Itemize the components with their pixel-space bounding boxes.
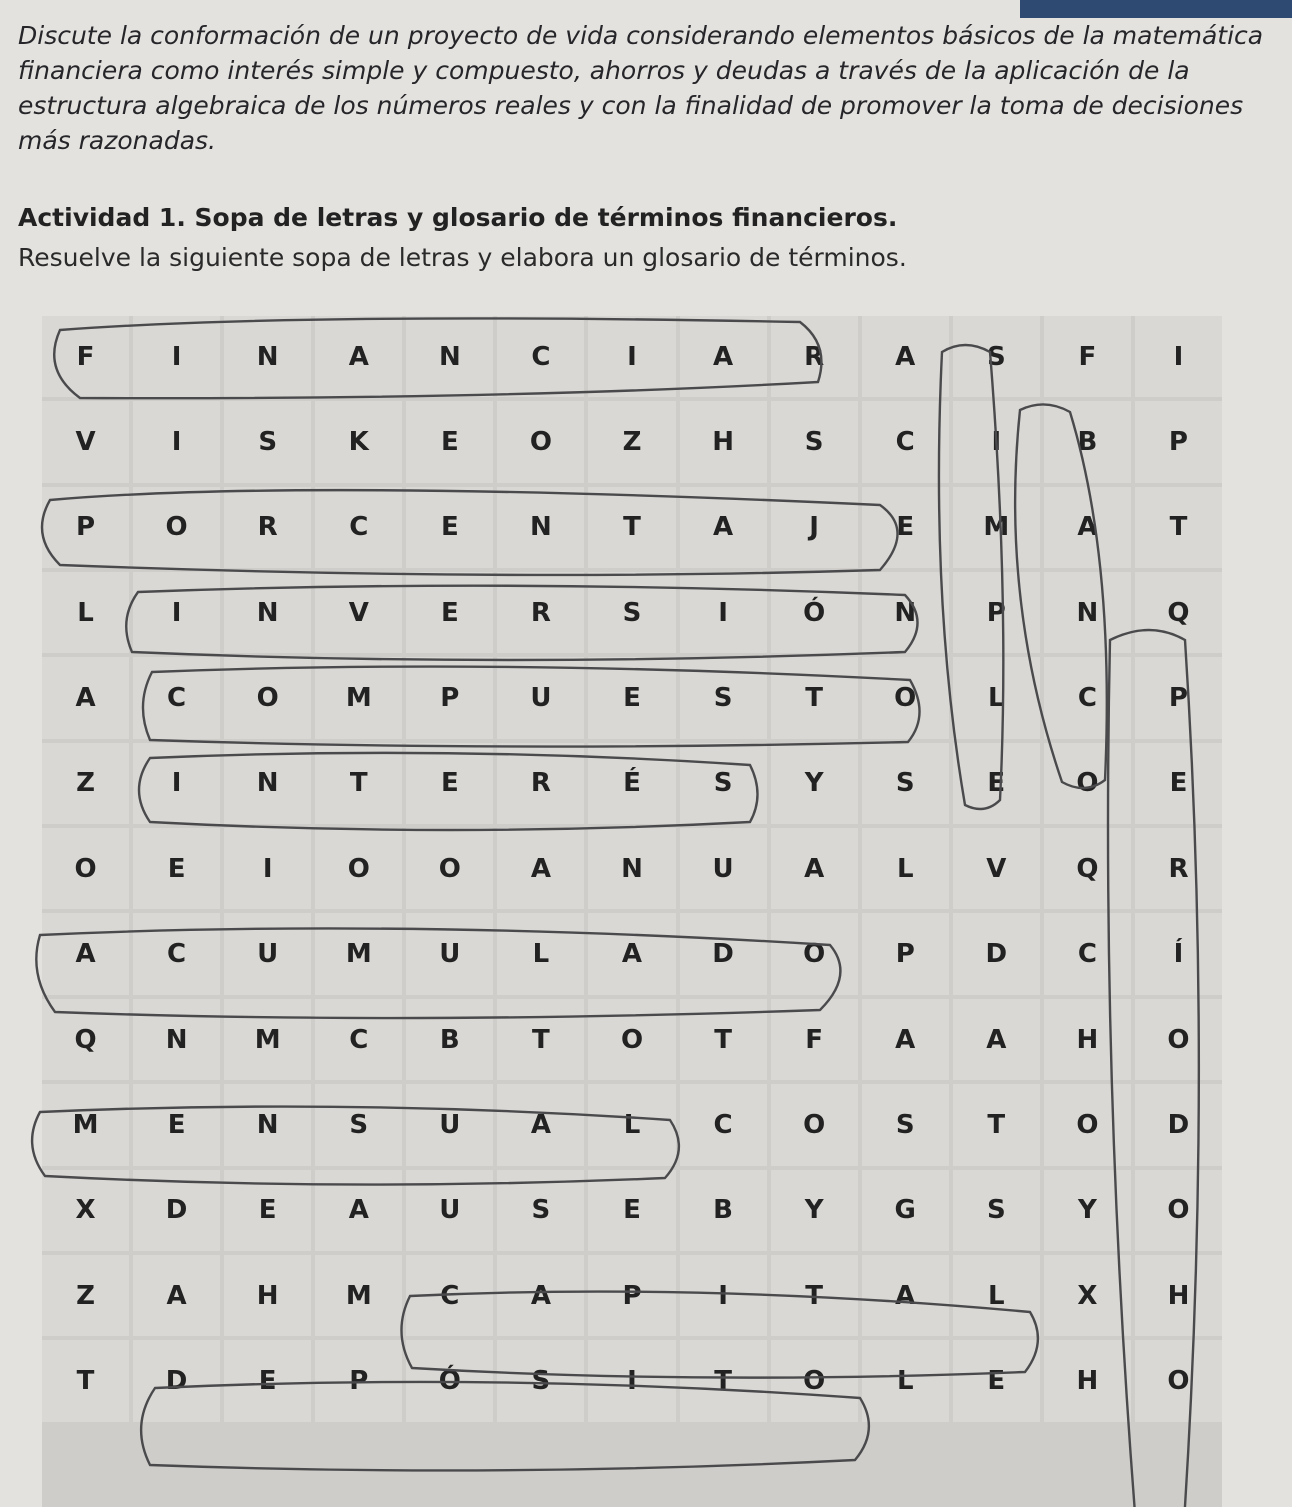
grid-cell: M <box>953 487 1040 568</box>
grid-cell: X <box>1044 1255 1131 1336</box>
grid-cell: O <box>1135 1340 1222 1421</box>
grid-cell: E <box>406 743 493 824</box>
grid-cell: S <box>862 743 949 824</box>
grid-cell: L <box>862 1340 949 1421</box>
grid-cell: C <box>680 1084 767 1165</box>
intro-paragraph: Discute la conformación de un proyecto de vida considerando elementos básicos de la matemática financiera como interés simple y compuesto, ahorros y deudas a través de la aplicación de la estructura algebraica de los números reales y con la finalidad de promover la toma de decisiones más razonadas. <box>18 21 1264 155</box>
grid-cell: T <box>497 999 584 1080</box>
grid-cell: S <box>497 1170 584 1251</box>
grid-cell: E <box>406 572 493 653</box>
word-search-puzzle <box>42 316 1222 1507</box>
grid-cell: A <box>862 999 949 1080</box>
grid-cell: A <box>862 1255 949 1336</box>
grid-cell: S <box>497 1340 584 1421</box>
grid-cell: I <box>133 401 220 482</box>
grid-cell: E <box>133 1084 220 1165</box>
top-color-bar <box>1020 0 1292 18</box>
grid-cell: Ó <box>406 1340 493 1421</box>
grid-cell: T <box>953 1084 1040 1165</box>
grid-cell: I <box>588 1340 675 1421</box>
grid-cell: P <box>315 1340 402 1421</box>
grid-cell: C <box>133 657 220 738</box>
grid-cell: P <box>588 1255 675 1336</box>
grid-cell: Ó <box>771 572 858 653</box>
grid-cell: A <box>953 999 1040 1080</box>
grid-cell: P <box>862 913 949 994</box>
grid-cell: S <box>862 1084 949 1165</box>
grid-cell: S <box>315 1084 402 1165</box>
grid-cell: O <box>1135 999 1222 1080</box>
grid-cell: E <box>953 1340 1040 1421</box>
grid-cell: H <box>1044 1340 1131 1421</box>
grid-cell: L <box>497 913 584 994</box>
grid-cell: N <box>1044 572 1131 653</box>
grid-cell: E <box>406 401 493 482</box>
grid-cell: S <box>953 1170 1040 1251</box>
grid-cell: I <box>953 401 1040 482</box>
grid-cell: O <box>133 487 220 568</box>
grid-cell: A <box>497 1255 584 1336</box>
grid-cell: O <box>406 828 493 909</box>
grid-cell: G <box>862 1170 949 1251</box>
grid-cell: C <box>497 316 584 397</box>
grid-cell: U <box>406 1170 493 1251</box>
grid-cell: H <box>1135 1255 1222 1336</box>
grid-cell: I <box>588 316 675 397</box>
grid-cell: N <box>588 828 675 909</box>
grid-cell: E <box>406 487 493 568</box>
grid-cell: E <box>133 828 220 909</box>
grid-cell: L <box>862 828 949 909</box>
grid-cell: V <box>42 401 129 482</box>
grid-cell: C <box>133 913 220 994</box>
grid-cell: P <box>953 572 1040 653</box>
grid-cell: C <box>315 999 402 1080</box>
grid-cell: T <box>1135 487 1222 568</box>
grid-cell: C <box>406 1255 493 1336</box>
grid-cell: L <box>42 572 129 653</box>
grid-cell: E <box>1135 743 1222 824</box>
grid-cell: T <box>680 1340 767 1421</box>
grid-cell: D <box>953 913 1040 994</box>
grid-cell: A <box>862 316 949 397</box>
grid-cell: R <box>497 572 584 653</box>
grid-cell: O <box>771 913 858 994</box>
grid-cell: Y <box>771 743 858 824</box>
activity-title: Actividad 1. Sopa de letras y glosario de términos financieros. <box>18 203 898 232</box>
grid-cell: H <box>680 401 767 482</box>
grid-cell: T <box>680 999 767 1080</box>
grid-cell: L <box>953 657 1040 738</box>
grid-cell: A <box>42 913 129 994</box>
grid-cell: R <box>771 316 858 397</box>
grid-cell: T <box>771 657 858 738</box>
grid-cell: C <box>1044 913 1131 994</box>
grid-cell: N <box>862 572 949 653</box>
grid-cell: U <box>224 913 311 994</box>
grid-cell: M <box>315 913 402 994</box>
grid-cell: F <box>771 999 858 1080</box>
grid-cell: O <box>771 1084 858 1165</box>
grid-cell: V <box>315 572 402 653</box>
grid-cell: Z <box>588 401 675 482</box>
grid-cell: O <box>1044 1084 1131 1165</box>
grid-cell: A <box>315 1170 402 1251</box>
grid-cell: L <box>588 1084 675 1165</box>
grid-cell: T <box>588 487 675 568</box>
grid-cell: I <box>680 1255 767 1336</box>
grid-cell: P <box>1135 401 1222 482</box>
grid-cell: A <box>497 828 584 909</box>
grid-cell: B <box>1044 401 1131 482</box>
grid-cell: C <box>315 487 402 568</box>
grid-cell: O <box>1135 1170 1222 1251</box>
grid-cell: T <box>42 1340 129 1421</box>
instructions-text: Resuelve la siguiente sopa de letras y elabora un glosario de términos. <box>18 243 907 272</box>
grid-cell: E <box>953 743 1040 824</box>
grid-cell: S <box>771 401 858 482</box>
grid-cell: E <box>224 1170 311 1251</box>
grid-cell: C <box>1044 657 1131 738</box>
grid-cell: Í <box>1135 913 1222 994</box>
grid-cell: H <box>1044 999 1131 1080</box>
grid-cell: E <box>224 1340 311 1421</box>
grid-cell: I <box>1135 316 1222 397</box>
grid-cell: M <box>42 1084 129 1165</box>
grid-cell: A <box>133 1255 220 1336</box>
grid-cell: N <box>406 316 493 397</box>
grid-cell: N <box>497 487 584 568</box>
grid-cell: O <box>771 1340 858 1421</box>
grid-cell: A <box>680 487 767 568</box>
grid-cell: N <box>224 1084 311 1165</box>
grid-cell: R <box>1135 828 1222 909</box>
grid-cell: O <box>42 828 129 909</box>
grid-cell: S <box>588 572 675 653</box>
grid-cell: I <box>133 316 220 397</box>
grid-cell: A <box>588 913 675 994</box>
grid-cell: A <box>1044 487 1131 568</box>
grid-cell: U <box>497 657 584 738</box>
grid-cell: L <box>953 1255 1040 1336</box>
grid-cell: F <box>1044 316 1131 397</box>
grid-cell: S <box>680 657 767 738</box>
grid-cell: I <box>133 743 220 824</box>
grid-cell: E <box>588 1170 675 1251</box>
grid-cell: U <box>406 1084 493 1165</box>
grid-cell: Y <box>771 1170 858 1251</box>
grid-cell: N <box>224 572 311 653</box>
grid-cell: O <box>315 828 402 909</box>
grid-cell: O <box>588 999 675 1080</box>
grid-cell: N <box>224 743 311 824</box>
grid-cell: T <box>315 743 402 824</box>
grid-cell: E <box>588 657 675 738</box>
grid-cell: P <box>42 487 129 568</box>
grid-cell: Z <box>42 1255 129 1336</box>
grid-cell: R <box>224 487 311 568</box>
grid-cell: S <box>224 401 311 482</box>
grid-cell: E <box>862 487 949 568</box>
grid-cell: Q <box>42 999 129 1080</box>
grid-cell: Y <box>1044 1170 1131 1251</box>
grid-cell: M <box>315 657 402 738</box>
grid-cell: É <box>588 743 675 824</box>
grid-cell: P <box>1135 657 1222 738</box>
grid-cell: D <box>133 1340 220 1421</box>
grid-cell: M <box>315 1255 402 1336</box>
grid-cell: F <box>42 316 129 397</box>
grid-cell: O <box>862 657 949 738</box>
grid-cell: O <box>497 401 584 482</box>
grid-cell: Q <box>1135 572 1222 653</box>
grid-cell: I <box>133 572 220 653</box>
grid-cell: B <box>680 1170 767 1251</box>
grid-cell: O <box>1044 743 1131 824</box>
grid-cell: M <box>224 999 311 1080</box>
grid-cell: N <box>224 316 311 397</box>
grid-cell: N <box>133 999 220 1080</box>
grid-cell: I <box>224 828 311 909</box>
grid-cell: D <box>680 913 767 994</box>
grid-cell: A <box>497 1084 584 1165</box>
grid-cell: Z <box>42 743 129 824</box>
grid-cell: I <box>680 572 767 653</box>
grid-cell: K <box>315 401 402 482</box>
grid-cell: R <box>497 743 584 824</box>
grid-cell: B <box>406 999 493 1080</box>
grid-cell: P <box>406 657 493 738</box>
grid-cell: H <box>224 1255 311 1336</box>
document-header <box>18 18 1268 274</box>
grid-cell: V <box>953 828 1040 909</box>
grid-cell: X <box>42 1170 129 1251</box>
grid-cell: D <box>133 1170 220 1251</box>
grid-cell: S <box>953 316 1040 397</box>
grid-cell: U <box>406 913 493 994</box>
grid-cell: T <box>771 1255 858 1336</box>
grid-cell: S <box>680 743 767 824</box>
grid-cell: A <box>771 828 858 909</box>
grid-cell: Q <box>1044 828 1131 909</box>
grid-cell: J <box>771 487 858 568</box>
grid-cell: D <box>1135 1084 1222 1165</box>
grid-cell: A <box>680 316 767 397</box>
word-search-grid <box>42 316 1222 1507</box>
grid-cell: A <box>315 316 402 397</box>
grid-cell: O <box>224 657 311 738</box>
grid-cell: A <box>42 657 129 738</box>
grid-cell: C <box>862 401 949 482</box>
grid-cell: U <box>680 828 767 909</box>
